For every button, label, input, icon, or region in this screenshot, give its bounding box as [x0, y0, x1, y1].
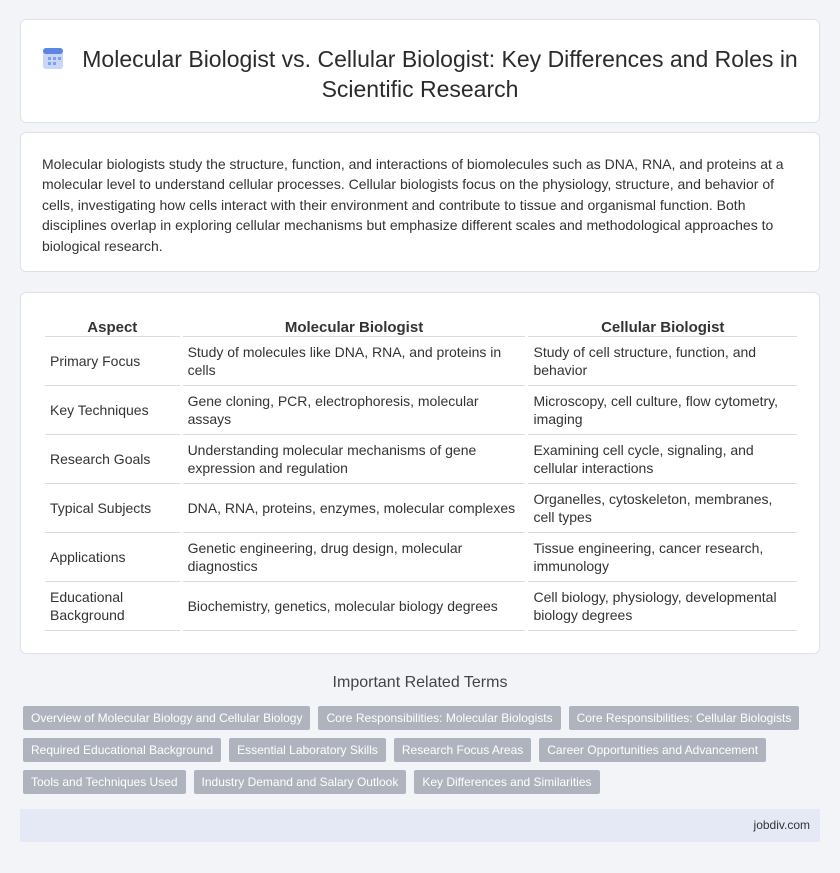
related-terms-heading: Important Related Terms — [332, 674, 508, 691]
table-cell-cellular: Study of cell structure, function, and behavior — [528, 337, 797, 386]
table-cell-aspect: Educational Background — [45, 582, 180, 631]
related-term-link[interactable]: Core Responsibilities: Molecular Biologists — [318, 706, 560, 730]
table-row — [45, 533, 797, 582]
comparison-table — [42, 315, 800, 631]
page-title-wrap — [21, 44, 819, 104]
table-cell-molecular: DNA, RNA, proteins, enzymes, molecular complexes — [183, 484, 526, 533]
table-cell-molecular: Study of molecules like DNA, RNA, and proteins in cells — [183, 337, 526, 386]
table-row — [45, 435, 797, 484]
table-row — [45, 582, 797, 631]
column-header-aspect: Aspect — [45, 315, 180, 337]
related-term-link[interactable]: Key Differences and Similarities — [414, 770, 599, 794]
table-cell-cellular: Tissue engineering, cancer research, immunology — [528, 533, 797, 582]
table-cell-aspect: Typical Subjects — [45, 484, 180, 533]
table-cell-aspect: Key Techniques — [45, 386, 180, 435]
footer-site-link[interactable]: jobdiv.com — [753, 818, 810, 832]
table-row — [45, 484, 797, 533]
table-cell-molecular: Genetic engineering, drug design, molecular diagnostics — [183, 533, 526, 582]
related-term-link[interactable]: Required Educational Background — [23, 738, 221, 762]
page-title: Molecular Biologist vs. Cellular Biologist: Key Differences and Roles in Scientific Research — [82, 46, 798, 102]
table-row — [45, 386, 797, 435]
related-term-link[interactable]: Tools and Techniques Used — [23, 770, 186, 794]
column-header-cellular: Cellular Biologist — [528, 315, 797, 337]
column-header-molecular: Molecular Biologist — [183, 315, 526, 337]
related-term-link[interactable]: Industry Demand and Salary Outlook — [194, 770, 407, 794]
table-cell-aspect: Research Goals — [45, 435, 180, 484]
table-cell-molecular: Gene cloning, PCR, electrophoresis, molecular assays — [183, 386, 526, 435]
table-cell-cellular: Cell biology, physiology, developmental biology degrees — [528, 582, 797, 631]
document-icon — [42, 46, 64, 70]
related-term-link[interactable]: Core Responsibilities: Cellular Biologists — [569, 706, 800, 730]
header-card — [20, 19, 820, 123]
table-cell-molecular: Understanding molecular mechanisms of gene expression and regulation — [183, 435, 526, 484]
table-cell-cellular: Examining cell cycle, signaling, and cellular interactions — [528, 435, 797, 484]
intro-card — [20, 132, 820, 272]
related-term-link[interactable]: Overview of Molecular Biology and Cellular Biology — [23, 706, 310, 730]
related-term-link[interactable]: Research Focus Areas — [394, 738, 531, 762]
intro-paragraph: Molecular biologists study the structure, function, and interactions of biomolecules such as DNA, RNA, and proteins at a molecular level to understand cellular processes. Cellular biologists focus on the physiology, structure, and behavior of cells, investigating how cells interact with their environment and contribute to tissue and organismal function. Both disciplines overlap in exploring cellular mechanisms but emphasize different scales and methodological approaches to biological research. — [42, 156, 784, 254]
related-term-link[interactable]: Essential Laboratory Skills — [229, 738, 386, 762]
table-cell-cellular: Microscopy, cell culture, flow cytometry, imaging — [528, 386, 797, 435]
footer — [20, 809, 820, 842]
table-row — [45, 337, 797, 386]
related-terms-list — [23, 706, 813, 794]
table-cell-aspect: Primary Focus — [45, 337, 180, 386]
table-cell-cellular: Organelles, cytoskeleton, membranes, cell types — [528, 484, 797, 533]
table-cell-aspect: Applications — [45, 533, 180, 582]
comparison-table-card — [20, 292, 820, 654]
table-cell-molecular: Biochemistry, genetics, molecular biology degrees — [183, 582, 526, 631]
table-header-row — [45, 315, 797, 337]
related-term-link[interactable]: Career Opportunities and Advancement — [539, 738, 766, 762]
